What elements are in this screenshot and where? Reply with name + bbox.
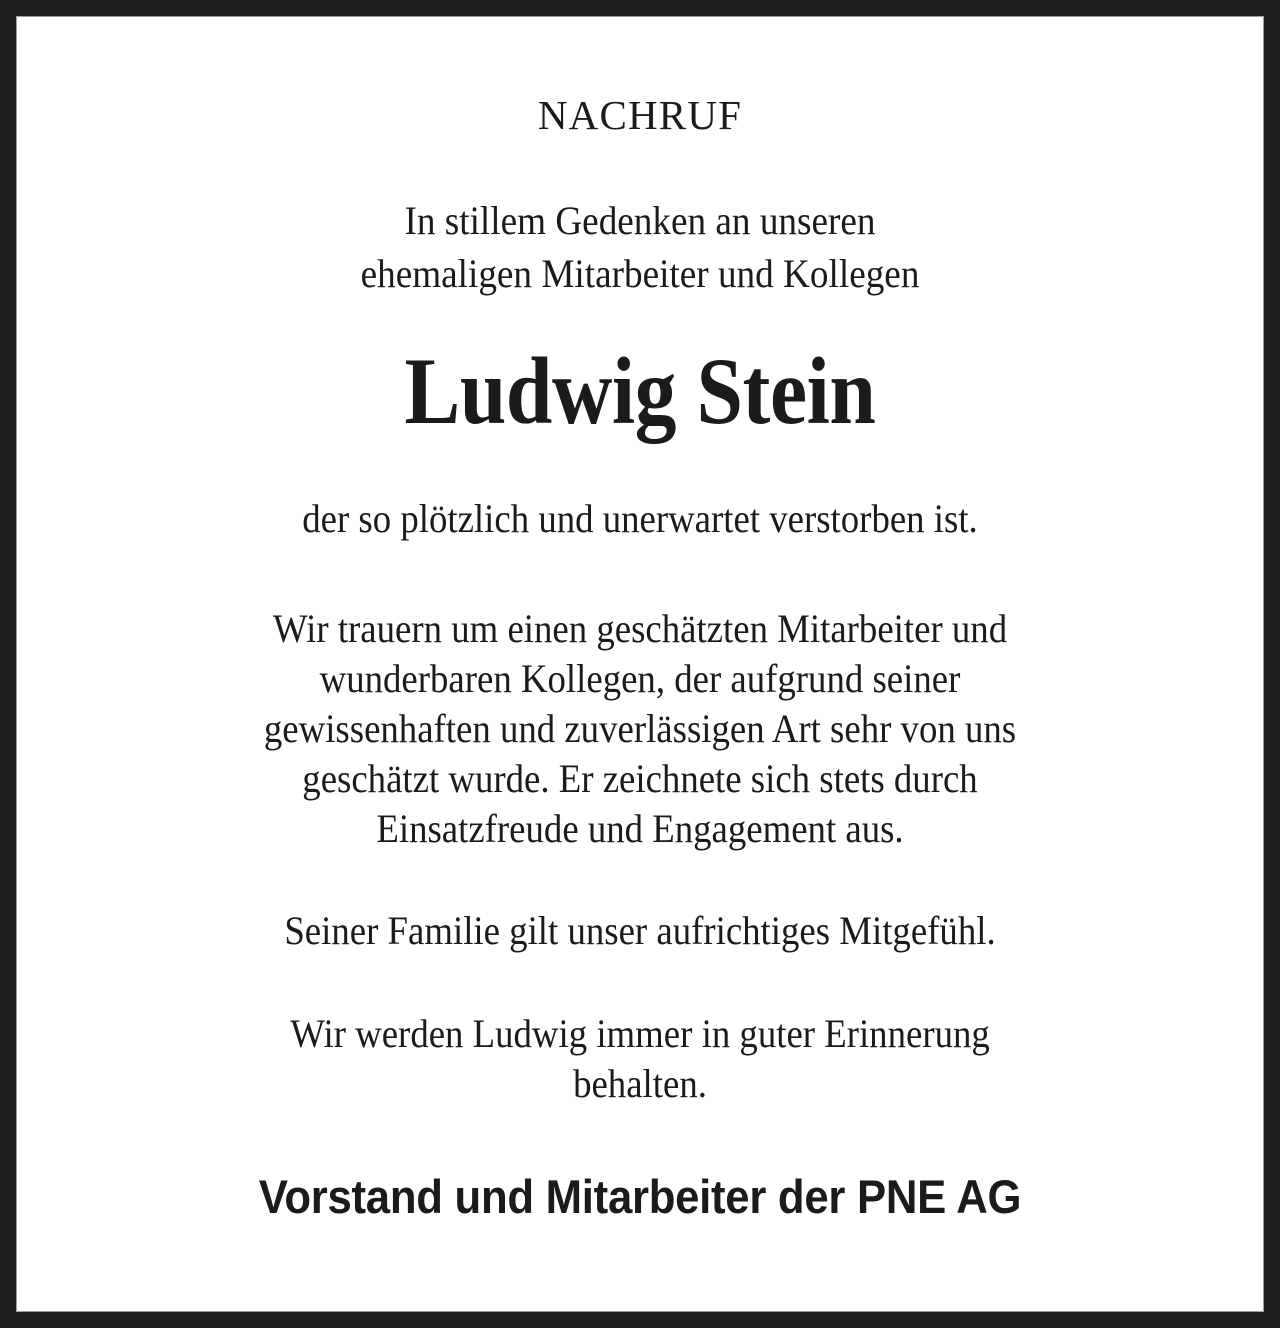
tribute-line-4: geschätzt wurde. Er zeichnete sich stets durch: [302, 755, 978, 801]
deceased-name: Ludwig Stein: [404, 337, 876, 444]
tribute-paragraph: [67, 604, 1213, 854]
notice-card: [16, 16, 1264, 1312]
tribute-line-5: Einsatzfreude und Engagement aus.: [376, 805, 904, 851]
condolence-line: Seiner Familie gilt unser aufrichtiges Mitgefühl.: [284, 907, 996, 953]
signatory: Vorstand und Mitarbeiter der PNE AG: [258, 1169, 1022, 1223]
memorial-intro-line-2: ehemaligen Mitarbeiter und Kollegen: [360, 250, 920, 296]
remembrance-line: [67, 1009, 1213, 1109]
tribute-line-3: gewissenhaften und zuverlässigen Art sehr von uns: [263, 705, 1017, 751]
remembrance-line-1: Wir werden Ludwig immer in guter Erinnerung: [290, 1010, 990, 1056]
memorial-intro: [61, 195, 1220, 301]
remembrance-line-2: behalten.: [573, 1060, 707, 1106]
notice-heading: NACHRUF: [537, 92, 743, 138]
tribute-line-1: Wir trauern um einen geschätzten Mitarbeiter und: [272, 605, 1008, 651]
passing-line: der so plötzlich und unerwartet verstorben ist.: [302, 495, 978, 541]
tribute-line-2: wunderbaren Kollegen, der aufgrund seiner: [319, 655, 961, 701]
memorial-intro-line-1: In stillem Gedenken an unseren: [404, 198, 876, 244]
